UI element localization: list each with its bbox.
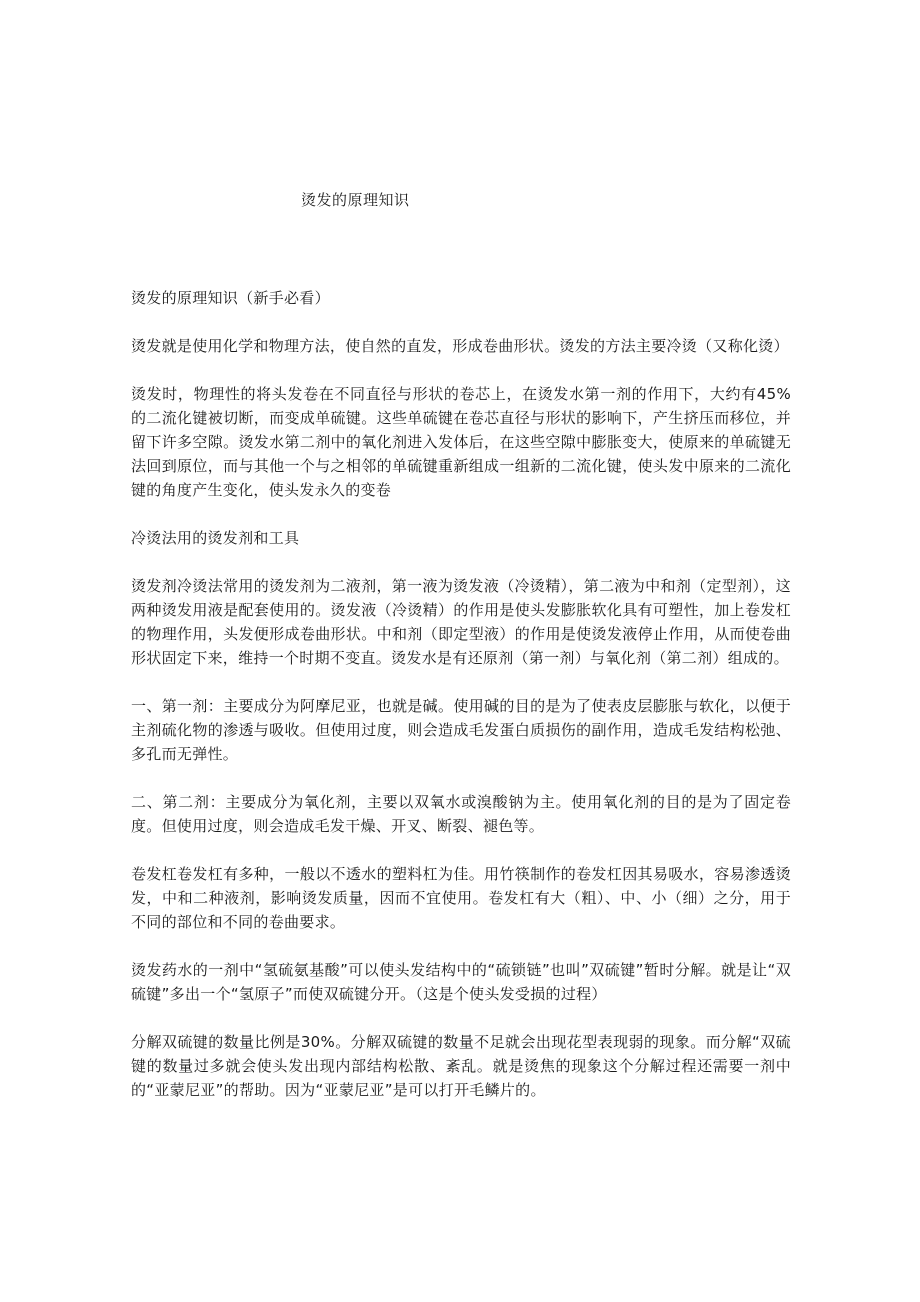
paragraph: 烫发就是使用化学和物理方法，使自然的直发，形成卷曲形状。烫发的方法主要冷烫（又称化烫） (131, 337, 789, 355)
paragraph: 二、第二剂：主要成分为氧化剂，主要以双氧水或溴酸钠为主。使用氧化剂的目的是为了固定卷度。但使用过度，则会造成毛发干燥、开叉、断裂、褪色等。 (131, 793, 791, 835)
paragraph: 烫发药水的一剂中“氢硫氨基酸”可以使头发结构中的“硫锁链”也叫”双硫键”暂时分解。就是让“双硫键”多出一个“氢原子”而使双硫键分开。（这是个使头发受损的过程） (131, 961, 791, 1003)
document-body (131, 286, 791, 1126)
section-heading: 烫发的原理知识（新手必看） (131, 289, 330, 307)
document-title: 烫发的原理知识 (301, 191, 410, 209)
paragraph: 一、第一剂：主要成分为阿摩尼亚，也就是碱。使用碱的目的是为了使表皮层膨胀与软化，以便于主剂硫化物的渗透与吸收。但使用过度，则会造成毛发蛋白质损伤的副作用，造成毛发结构松弛、多孔而无弹性。 (131, 697, 791, 763)
paragraph: 烫发时，物理性的将头发卷在不同直径与形状的卷芯上，在烫发水第一剂的作用下，大约有45%的二流化键被切断，而变成单硫键。这些单硫键在卷芯直径与形状的影响下，产生挤压而移位，并留下许多空隙。烫发水第二剂中的氧化剂进入发体后，在这些空隙中膨胀变大，使原来的单硫键无法回到原位，而与其他一个与之相邻的单硫键重新组成一组新的二流化键，使头发中原来的二流化键的角度产生变化，使头发永久的变卷 (131, 385, 791, 499)
paragraph: 烫发剂冷烫法常用的烫发剂为二液剂，第一液为烫发液（冷烫精），第二液为中和剂（定型剂），这两种烫发用液是配套使用的。烫发液（冷烫精）的作用是使头发膨胀软化具有可塑性，加上卷发杠的物理作用，头发便形成卷曲形状。中和剂（即定型液）的作用是使烫发液停止作用，从而使卷曲形状固定下来，维持一个时期不变直。烫发水是有还原剂（第一剂）与氧化剂（第二剂）组成的。 (131, 577, 791, 667)
section-heading: 冷烫法用的烫发剂和工具 (131, 529, 300, 547)
paragraph: 分解双硫键的数量比例是30%。分解双硫键的数量不足就会出现花型表现弱的现象。而分解“双硫键的数量过多就会使头发出现内部结构松散、紊乱。就是烫焦的现象这个分解过程还需要一剂中的“亚蒙尼亚”的帮助。因为“亚蒙尼亚”是可以打开毛鳞片的。 (131, 1033, 791, 1099)
paragraph: 卷发杠卷发杠有多种，一般以不透水的塑料杠为佳。用竹筷制作的卷发杠因其易吸水，容易渗透烫发，中和二种液剂，影响烫发质量，因而不宜使用。卷发杠有大（粗）、中、小（细）之分，用于不同的部位和不同的卷曲要求。 (131, 865, 791, 931)
document-title-row (0, 188, 716, 212)
